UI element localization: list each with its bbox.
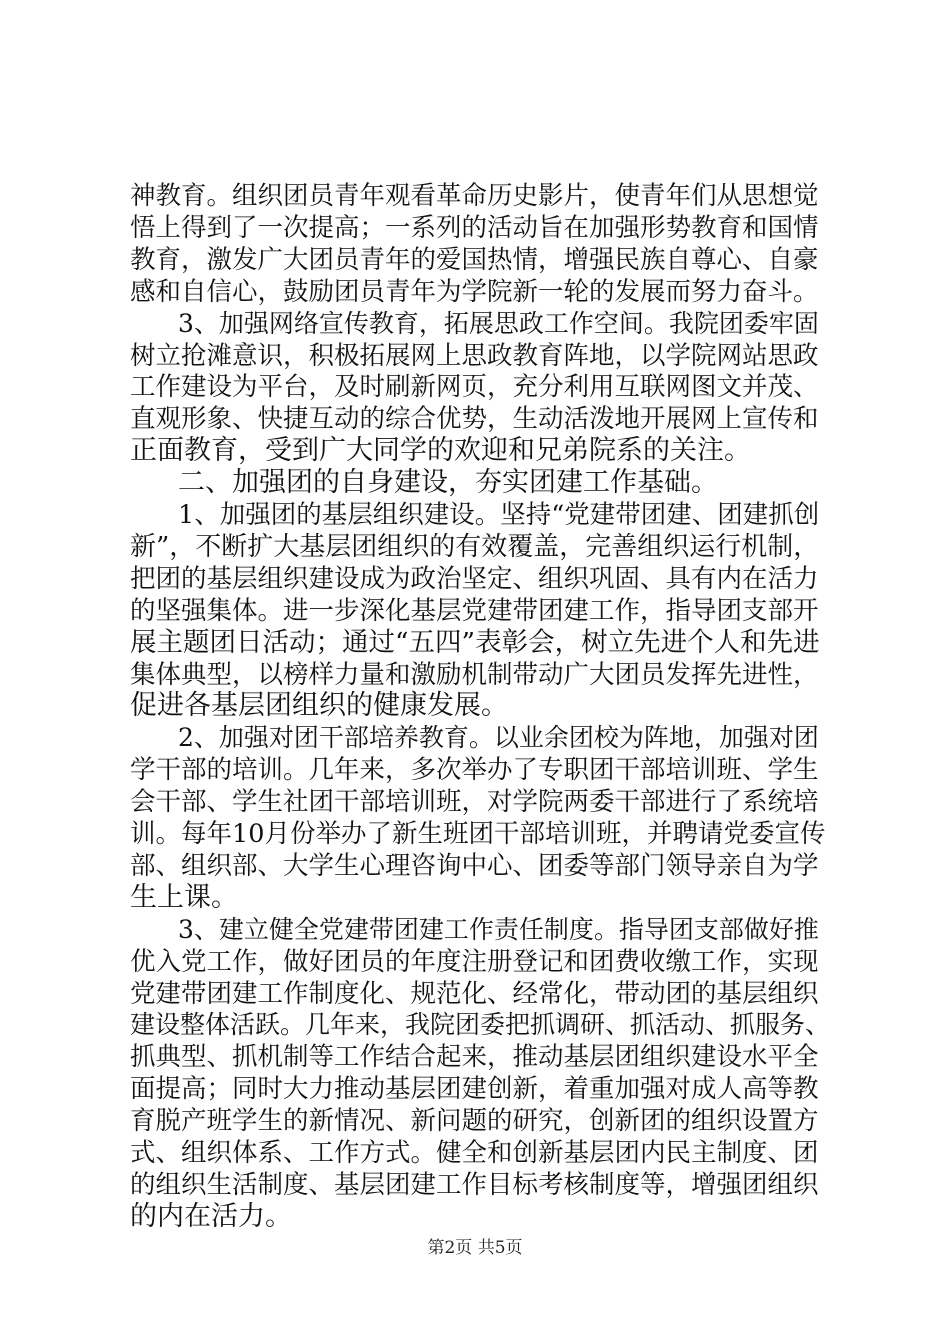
- paragraph-first-line: 2、加强对团干部培养教育。以业余团校为阵地，加强对团: [178, 723, 819, 752]
- body-text-line: 面提高；同时大力推动基层团建创新，着重加强对成人高等教: [130, 1074, 819, 1104]
- body-text-line: 会干部、学生社团干部培训班，对学院两委干部进行了系统培: [130, 787, 819, 817]
- body-text-line: 悟上得到了一次提高；一系列的活动旨在加强形势教育和国情: [130, 213, 819, 243]
- body-text-line: 党建带团建工作制度化、规范化、经常化，带动团的基层组织: [130, 979, 819, 1009]
- paragraph-first-line: 3、建立健全党建带团建工作责任制度。指导团支部做好推: [178, 915, 819, 944]
- body-text-line: 集体典型，以榜样力量和激励机制带动广大团员发挥先进性，: [130, 660, 819, 690]
- body-text-line: 把团的基层组织建设成为政治坚定、组织巩固、具有内在活力: [130, 564, 819, 594]
- body-text-line: 正面教育，受到广大同学的欢迎和兄弟院系的关注。: [130, 435, 751, 466]
- paragraph-first-line: 1、加强团的基层组织建设。坚持“党建带团建、团建抓创: [178, 500, 820, 530]
- body-text-line: 的坚强集体。进一步深化基层党建带团建工作，指导团支部开: [130, 596, 819, 626]
- body-text-line: 促进各基层团组织的健康发展。: [130, 690, 508, 721]
- body-text-line: 树立抢滩意识，积极拓展网上思政教育阵地，以学院网站思政: [130, 341, 819, 371]
- body-text-line: 抓典型、抓机制等工作结合起来，推动基层团组织建设水平全: [130, 1042, 819, 1072]
- body-text-line: 工作建设为平台，及时刷新网页，充分利用互联网图文并茂、: [130, 372, 819, 402]
- body-text-line: 式、组织体系、工作方式。健全和创新基层团内民主制度、团: [130, 1138, 819, 1168]
- body-text-line: 优入党工作，做好团员的年度注册登记和团费收缴工作，实现: [130, 947, 819, 977]
- body-text-line: 学干部的培训。几年来，多次举办了专职团干部培训班、学生: [130, 755, 819, 785]
- body-text-line: 直观形象、快捷互动的综合优势，生动活泼地开展网上宣传和: [130, 404, 819, 434]
- body-text-line: 的内在活力。: [130, 1201, 292, 1232]
- body-text-line: 部、组织部、大学生心理咨询中心、团委等部门领导亲自为学: [130, 851, 819, 881]
- body-text-line: 的组织生活制度、基层团建工作目标考核制度等，增强团组织: [130, 1170, 819, 1200]
- paragraph-first-line: 3、加强网络宣传教育，拓展思政工作空间。我院团委牢固: [178, 309, 819, 338]
- section-heading: 二、加强团的自身建设，夯实团建工作基础。: [178, 467, 718, 498]
- body-text-line: 展主题团日活动；通过“五四”表彰会，树立先进个人和先进: [130, 627, 820, 658]
- body-text-line: 感和自信心，鼓励团员青年为学院新一轮的发展而努力奋斗。: [130, 277, 819, 307]
- body-text-line: 训。每年10月份举办了新生班团干部培训班，并聘请党委宣传: [130, 819, 826, 849]
- body-text-line: 育脱产班学生的新情况、新问题的研究，创新团的组织设置方: [130, 1106, 819, 1136]
- body-text-line: 教育，激发广大团员青年的爱国热情，增强民族自尊心、自豪: [130, 245, 819, 275]
- body-text-line: 建设整体活跃。几年来，我院团委把抓调研、抓活动、抓服务、: [130, 1010, 831, 1039]
- page-number-footer: 第2页 共5页: [427, 1238, 523, 1258]
- body-text-line: 神教育。组织团员青年观看革命历史影片，使青年们从思想觉: [130, 181, 819, 211]
- body-text-line: 新”，不断扩大基层团组织的有效覆盖，完善组织运行机制，: [130, 532, 820, 562]
- body-text-line: 生上课。: [130, 882, 238, 913]
